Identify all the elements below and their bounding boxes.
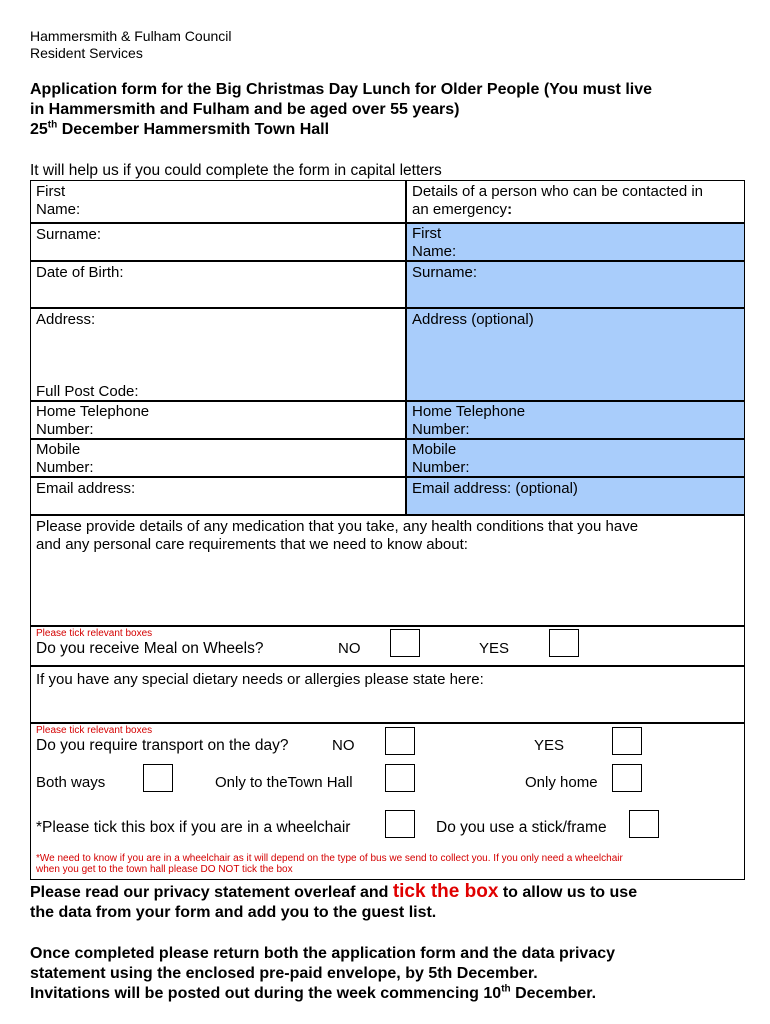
emergency-home-telephone-label: Home Telephone Number: [412, 403, 526, 438]
first-name-field[interactable] [30, 180, 406, 223]
title-line-2: in Hammersmith and Fulham and be aged over 55 years) [30, 101, 460, 118]
emergency-first-name-field[interactable] [406, 223, 745, 261]
email-label: Email address: [36, 480, 136, 497]
only-home-label: Only home [525, 774, 598, 791]
transport-yes-checkbox[interactable] [612, 727, 642, 755]
transport-no-label: NO [332, 737, 355, 754]
transport-question: Do you require transport on the day? [36, 737, 289, 754]
home-telephone-field[interactable] [30, 401, 406, 439]
both-ways-checkbox[interactable] [143, 764, 173, 792]
transport-no-checkbox[interactable] [385, 727, 415, 755]
postcode-label: Full Post Code: [36, 383, 139, 400]
emergency-mobile-field[interactable] [406, 439, 745, 477]
form-title [30, 80, 760, 140]
wheelchair-label: *Please tick this box if you are in a wheelchair [36, 819, 351, 836]
emergency-address-field[interactable] [406, 308, 745, 401]
mobile-label: Mobile Number: [36, 441, 94, 476]
dob-field[interactable] [30, 261, 406, 308]
return-paragraph [30, 944, 760, 1004]
only-town-hall-label: Only to theTown Hall [215, 774, 353, 791]
stick-frame-checkbox[interactable] [629, 810, 659, 838]
title-line-1: Application form for the Big Christmas Day Lunch for Older People (You must live [30, 81, 652, 98]
wheelchair-note: *We need to know if you are in a wheelchair as it will depend on the type of bus we send to collect you. If you only need a wheelchair when you get to the town hall please DO NOT tick the box [36, 853, 623, 875]
medication-field[interactable] [30, 515, 745, 626]
home-telephone-label: Home Telephone Number: [36, 403, 150, 438]
tick-note: Please tick relevant boxes [36, 628, 153, 639]
transport-section [30, 723, 745, 880]
emergency-first-name-label: First Name: [412, 225, 457, 260]
mobile-field[interactable] [30, 439, 406, 477]
dob-label: Date of Birth: [36, 264, 124, 281]
meals-on-wheels-row [30, 626, 745, 666]
emergency-address-label: Address (optional) [412, 311, 534, 328]
transport-tick-note: Please tick relevant boxes [36, 725, 153, 736]
emergency-surname-field[interactable] [406, 261, 745, 308]
meals-no-label: NO [338, 640, 361, 657]
surname-label: Surname: [36, 226, 102, 243]
emergency-heading-text: Details of a person who can be contacted in an emergency: [412, 183, 704, 218]
dietary-label: If you have any special dietary needs or allergies please state here: [36, 671, 484, 688]
both-ways-label: Both ways [36, 774, 106, 791]
emergency-mobile-label: Mobile Number: [412, 441, 470, 476]
meals-yes-label: YES [479, 640, 510, 657]
surname-field[interactable] [30, 223, 406, 261]
only-town-hall-checkbox[interactable] [385, 764, 415, 792]
tick-the-box-emphasis: tick the box [392, 881, 499, 902]
return-line-1: Once completed please return both the application form and the data privacy [30, 945, 616, 962]
event-date: 25th December Hammersmith Town Hall [30, 119, 330, 138]
emergency-surname-label: Surname: [412, 264, 478, 281]
only-home-checkbox[interactable] [612, 764, 642, 792]
stick-frame-label: Do you use a stick/frame [436, 819, 607, 836]
emergency-heading [406, 180, 745, 223]
first-name-label: First Name: [36, 183, 81, 218]
emergency-email-label: Email address: (optional) [412, 480, 578, 497]
email-field[interactable] [30, 477, 406, 515]
meals-no-checkbox[interactable] [390, 629, 420, 657]
help-text: It will help us if you could complete the form in capital letters [30, 162, 442, 179]
meals-yes-checkbox[interactable] [549, 629, 579, 657]
wheelchair-checkbox[interactable] [385, 810, 415, 838]
emergency-email-field[interactable] [406, 477, 745, 515]
return-line-2: statement using the enclosed pre-paid envelope, by 5th December. [30, 965, 538, 982]
privacy-line-1: Please read our privacy statement overleaf and tick the box to allow us to use [30, 881, 638, 902]
emergency-home-telephone-field[interactable] [406, 401, 745, 439]
medication-label: Please provide details of any medication that you take, any health conditions that you have and any personal care requirements that we need to know about: [36, 518, 639, 553]
invitation-line: Invitations will be posted out during the week commencing 10th December. [30, 983, 597, 1002]
council-name: Hammersmith & Fulham Council [30, 28, 232, 44]
address-field[interactable] [30, 308, 406, 401]
dietary-field[interactable] [30, 666, 745, 723]
transport-yes-label: YES [534, 737, 565, 754]
department-name: Resident Services [30, 45, 143, 61]
privacy-line-2: the data from your form and add you to the guest list. [30, 904, 437, 921]
privacy-paragraph [30, 882, 760, 923]
address-label: Address: [36, 311, 96, 328]
meals-question: Do you receive Meal on Wheels? [36, 640, 264, 657]
